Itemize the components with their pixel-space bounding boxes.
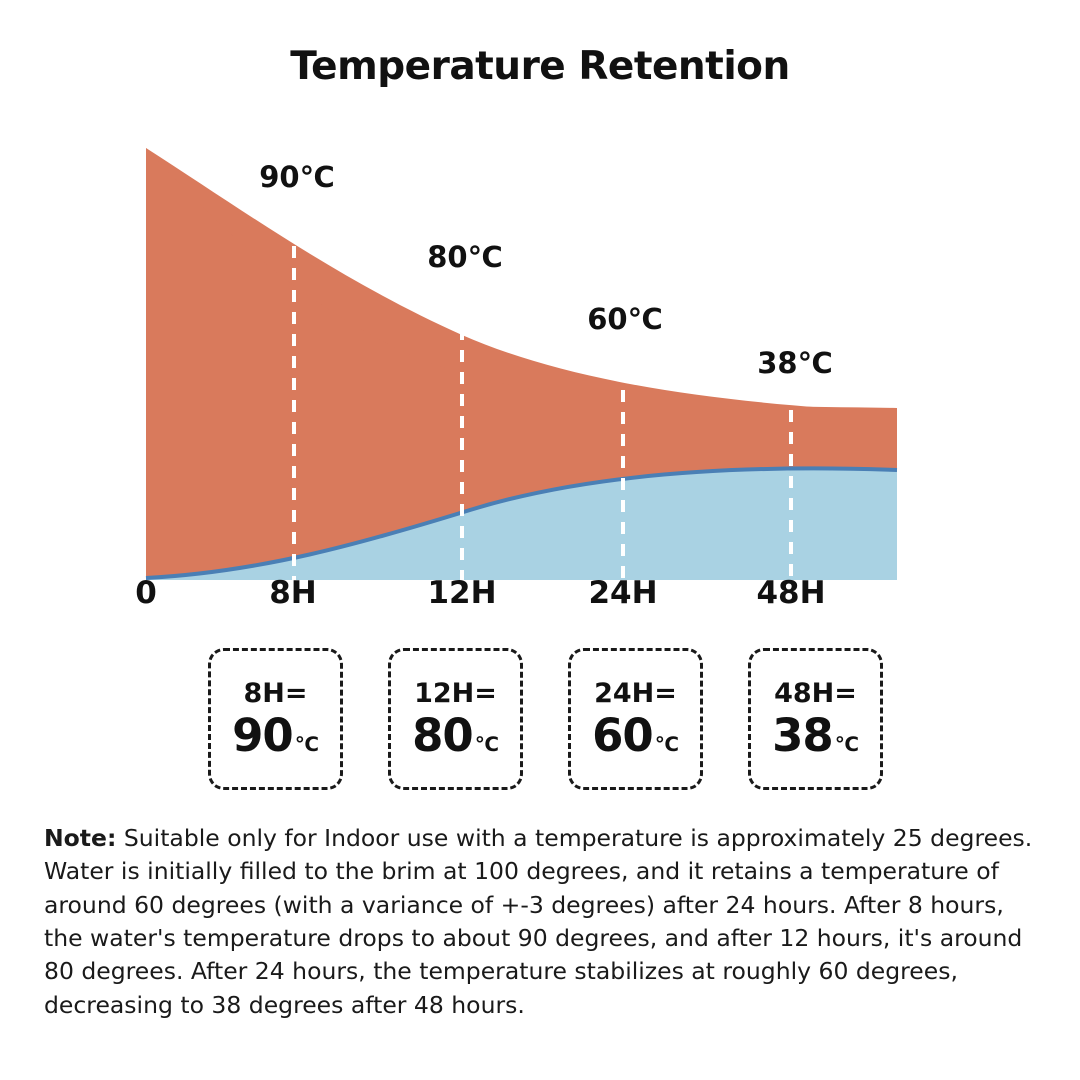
note-label: Note:: [44, 824, 117, 852]
callout-60c: 60℃: [587, 302, 663, 336]
summary-box-48h: [748, 648, 883, 790]
note-text: Suitable only for Indoor use with a temperature is approximately 25 degrees. Water is initially filled to the brim at 100 degrees, and it retains a temperature of around 60 degrees (with a variance of +-3 degrees) after 24 hours. After 8 hours, the water's temperature drops to about 90 degrees, and after 12 hours, it's around 80 degrees. After 24 hours, the temperature stabilizes at roughly 60 degrees, decreasing to 38 degrees after 48 hours.: [44, 824, 1033, 1019]
axis-tick-0: 0: [135, 575, 157, 611]
summary-box-48h-label: 48H=: [774, 678, 857, 709]
summary-box-8h-unit: ℃: [294, 732, 319, 756]
summary-box-12h-unit: ℃: [474, 732, 499, 756]
axis-tick-8h: 8H: [269, 575, 317, 611]
summary-box-12h-value: 80: [412, 709, 473, 762]
summary-box-48h-value-group: [772, 709, 859, 762]
x-axis-labels: [0, 575, 1080, 625]
summary-box-24h: [568, 648, 703, 790]
axis-tick-48h: 48H: [756, 575, 826, 611]
note-paragraph: [44, 822, 1040, 1022]
chart-svg: [0, 120, 1080, 620]
callout-38c: 38℃: [757, 346, 833, 380]
summary-box-24h-value-group: [592, 709, 679, 762]
summary-box-8h-label: 8H=: [243, 678, 308, 709]
callout-90c: 90℃: [259, 160, 335, 194]
summary-box-24h-label: 24H=: [594, 678, 677, 709]
summary-boxes: [0, 648, 1080, 808]
summary-box-8h-value: 90: [232, 709, 293, 762]
summary-box-24h-unit: ℃: [654, 732, 679, 756]
axis-tick-12h: 12H: [427, 575, 497, 611]
summary-box-12h-label: 12H=: [414, 678, 497, 709]
page-title: Temperature Retention: [290, 44, 790, 89]
summary-box-48h-value: 38: [772, 709, 833, 762]
summary-box-12h-value-group: [412, 709, 499, 762]
summary-box-8h: [208, 648, 343, 790]
summary-box-48h-unit: ℃: [834, 732, 859, 756]
temperature-retention-chart: [0, 120, 1080, 620]
callout-80c: 80℃: [427, 240, 503, 274]
summary-box-12h: [388, 648, 523, 790]
axis-tick-24h: 24H: [588, 575, 658, 611]
summary-box-24h-value: 60: [592, 709, 653, 762]
summary-box-8h-value-group: [232, 709, 319, 762]
